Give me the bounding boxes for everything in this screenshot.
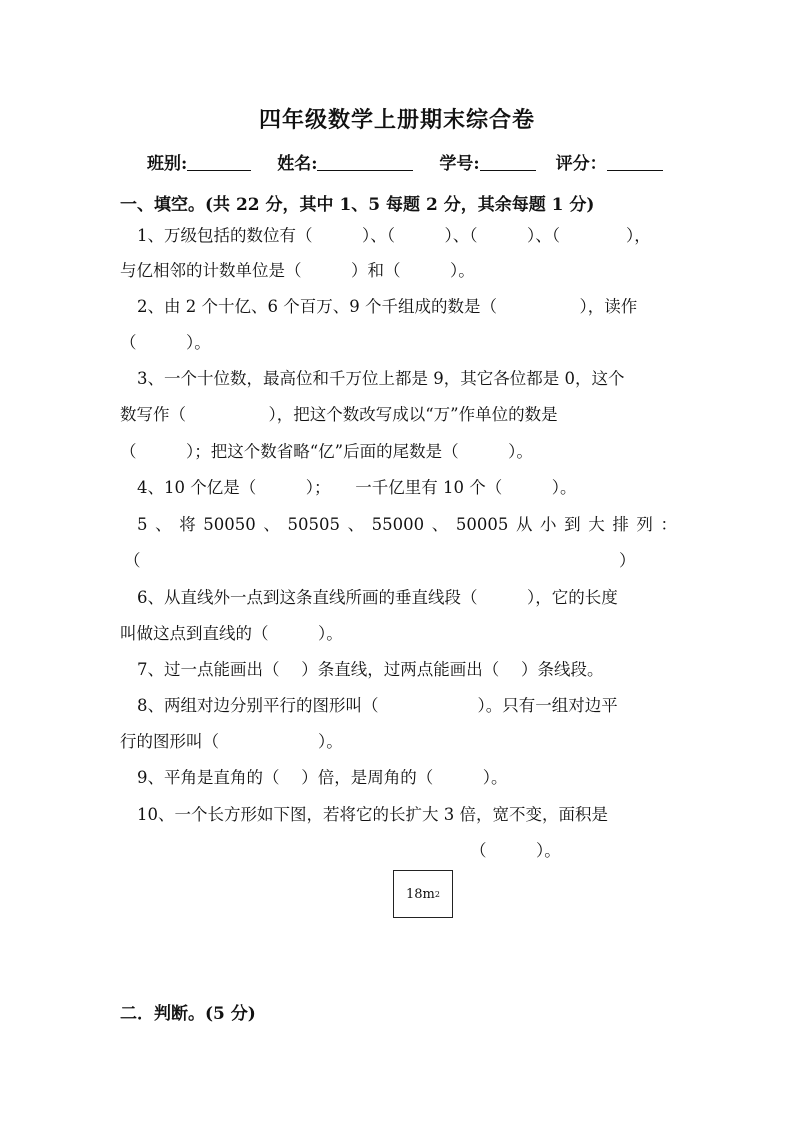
q5-token: 、: [263, 515, 280, 534]
rectangle-area-value: 18m: [406, 886, 435, 902]
score-label: 评分：: [555, 154, 607, 174]
q5-token: 50505: [287, 515, 340, 534]
q5-token: 从: [515, 515, 533, 534]
q9-line: 9、平角是直角的（ ）倍，是周角的（ ）。: [137, 768, 508, 787]
section-2-heading: 二．判断。(5 分): [120, 1004, 256, 1024]
student-id-blank: [480, 154, 536, 171]
q5-token: 50050: [203, 515, 256, 534]
q3-line-3: （ ）；把这个数省略“亿”后面的尾数是（ ）。: [120, 442, 533, 461]
q6-line-1: 6、从直线外一点到这条直线所画的垂直线段（ ），它的长度: [137, 588, 618, 607]
q1-line-1: 1、万级包括的数位有（ ）、（ ）、（ ）、（ ），: [137, 226, 651, 245]
q1-line-2: 与亿相邻的计数单位是（ ）和（ ）。: [120, 261, 475, 280]
q8-line-1: 8、两组对边分别平行的图形叫（ ）。只有一组对边平: [137, 696, 618, 715]
name-blank: [317, 154, 413, 171]
q10-line-2: （ ）。: [470, 841, 561, 860]
q10-line-1: 10、一个长方形如下图，若将它的长扩大 3 倍，宽不变，面积是: [137, 805, 608, 824]
score-blank: [607, 154, 663, 171]
class-field: [147, 149, 251, 174]
q5-line-1: [137, 515, 677, 535]
q5-token: 到: [564, 515, 581, 534]
q5-line-2: （ ）: [124, 551, 636, 570]
q5-token: 50005: [455, 515, 509, 534]
student-info-row: [147, 149, 677, 174]
class-label: 班别:: [147, 154, 188, 174]
q5-token: 5: [137, 515, 148, 534]
q4-line: 4、10 个亿是（ ）； 一千亿里有 10 个（ ）。: [137, 478, 577, 497]
class-blank: [187, 154, 251, 171]
q5-token: 55000: [371, 515, 425, 534]
q5-token: 、: [155, 515, 172, 534]
q2-line-1: 2、由 2 个十亿、6 个百万、9 个千组成的数是（ ），读作: [137, 297, 638, 316]
score-field: [556, 149, 663, 174]
q3-line-2: 数写作（ ），把这个数改写成以“万”作单位的数是: [120, 405, 558, 424]
q5-token: 列: [636, 515, 653, 534]
page-title: 四年级数学上册期末综合卷: [258, 107, 535, 133]
q5-token: 将: [179, 515, 196, 534]
q5-token: 排: [612, 515, 629, 534]
q5-token: 大: [588, 515, 605, 534]
section-1-heading: 一、填空。(共 22 分，其中 1、5 每题 2 分，其余每题 1 分): [120, 195, 595, 215]
q3-line-1: 3、一个十位数，最高位和千万位上都是 9，其它各位都是 0，这个: [137, 369, 625, 388]
rectangle-area-power: 2: [434, 889, 440, 899]
q7-line: 7、过一点能画出（ ）条直线，过两点能画出（ ）条线段。: [137, 660, 604, 679]
q8-line-2: 行的图形叫（ ）。: [120, 732, 343, 751]
rectangle-figure: [393, 870, 453, 918]
q6-line-2: 叫做这点到直线的（ ）。: [120, 624, 343, 643]
name-label: 姓名:: [277, 154, 318, 174]
q2-line-2: （ ）。: [120, 333, 211, 352]
q5-token: 、: [347, 515, 365, 534]
q5-token: 小: [540, 515, 557, 534]
name-field: [277, 149, 413, 174]
q5-token: 、: [431, 515, 449, 534]
student-id-label: 学号:: [439, 154, 480, 174]
student-id-field: [439, 149, 535, 174]
q5-token: ：: [660, 515, 677, 534]
